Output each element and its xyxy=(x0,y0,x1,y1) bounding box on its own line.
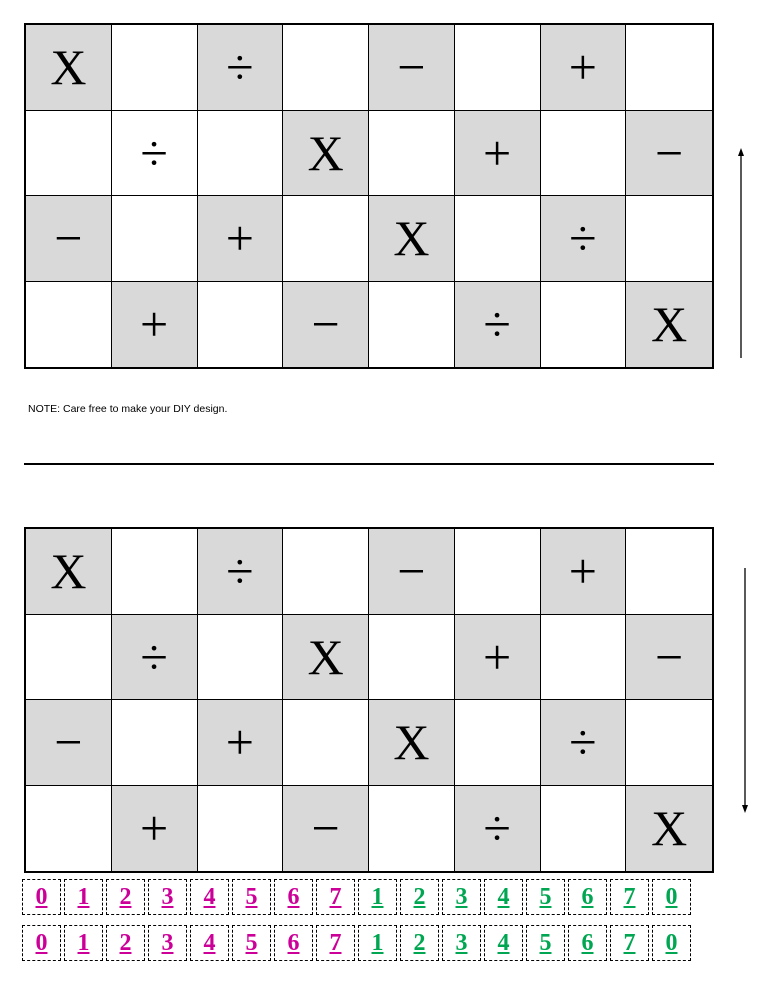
cut-line xyxy=(24,463,714,465)
board-cell xyxy=(198,282,284,368)
board-cell xyxy=(455,700,541,786)
number-tile: 3 xyxy=(148,925,187,961)
board-cell xyxy=(26,111,112,197)
board-cell: X xyxy=(26,529,112,615)
number-tile: 5 xyxy=(232,879,271,915)
board-cell xyxy=(198,111,284,197)
board-cell xyxy=(26,786,112,872)
number-tile: 0 xyxy=(22,879,61,915)
number-tiles-row-1 xyxy=(22,879,691,915)
number-tile: 4 xyxy=(190,925,229,961)
board-cell xyxy=(626,25,712,111)
board-cell xyxy=(541,282,627,368)
board-cell xyxy=(283,25,369,111)
board-cell: + xyxy=(455,615,541,701)
board-cell xyxy=(626,529,712,615)
board-cell xyxy=(541,615,627,701)
number-tile: 3 xyxy=(148,879,187,915)
board-cell: X xyxy=(369,196,455,282)
board-cell: − xyxy=(369,529,455,615)
number-tile: 5 xyxy=(526,879,565,915)
number-tile: 7 xyxy=(610,925,649,961)
board-cell: X xyxy=(626,786,712,872)
board-cell: − xyxy=(26,700,112,786)
number-tile: 5 xyxy=(232,925,271,961)
board-cell: + xyxy=(455,111,541,197)
board-cell xyxy=(112,700,198,786)
board-cell: + xyxy=(198,700,284,786)
board-cell: X xyxy=(369,700,455,786)
number-tile: 2 xyxy=(400,879,439,915)
board-cell xyxy=(369,615,455,701)
board-cell xyxy=(541,786,627,872)
number-tile: 7 xyxy=(610,879,649,915)
board-cell: ÷ xyxy=(112,615,198,701)
board-cell xyxy=(112,529,198,615)
number-tile: 2 xyxy=(106,925,145,961)
number-tile: 0 xyxy=(652,879,691,915)
number-tile: 5 xyxy=(526,925,565,961)
number-tile: 4 xyxy=(484,879,523,915)
number-tile: 0 xyxy=(652,925,691,961)
number-tile: 2 xyxy=(106,879,145,915)
board-cell: − xyxy=(626,615,712,701)
board-cell: − xyxy=(283,786,369,872)
number-tile: 3 xyxy=(442,879,481,915)
number-tile: 0 xyxy=(22,925,61,961)
number-tile: 7 xyxy=(316,925,355,961)
board-cell: + xyxy=(198,196,284,282)
number-tile: 1 xyxy=(358,925,397,961)
board-cell xyxy=(112,25,198,111)
number-tile: 6 xyxy=(274,925,313,961)
board-cell xyxy=(541,111,627,197)
board-cell xyxy=(455,25,541,111)
board-cell xyxy=(283,529,369,615)
board-cell: ÷ xyxy=(198,25,284,111)
number-tile: 1 xyxy=(358,879,397,915)
number-tile: 6 xyxy=(568,925,607,961)
number-tile: 4 xyxy=(484,925,523,961)
number-tile: 4 xyxy=(190,879,229,915)
board-cell xyxy=(369,786,455,872)
number-tiles-row-2 xyxy=(22,925,691,961)
board-cell xyxy=(112,196,198,282)
number-tile: 1 xyxy=(64,925,103,961)
board-cell xyxy=(369,111,455,197)
board-cell: ÷ xyxy=(541,196,627,282)
board-cell xyxy=(283,700,369,786)
board-cell: − xyxy=(626,111,712,197)
board-cell: X xyxy=(26,25,112,111)
board-cell: + xyxy=(112,786,198,872)
board-cell xyxy=(455,196,541,282)
board-cell xyxy=(626,700,712,786)
board-cell: − xyxy=(26,196,112,282)
board-cell: X xyxy=(283,111,369,197)
board-cell: − xyxy=(283,282,369,368)
number-tile: 6 xyxy=(568,879,607,915)
board-cell: + xyxy=(541,25,627,111)
number-tile: 3 xyxy=(442,925,481,961)
board-cell: X xyxy=(626,282,712,368)
note-text: NOTE: Care free to make your DIY design. xyxy=(28,403,228,415)
board-cell xyxy=(26,615,112,701)
board-cell: X xyxy=(283,615,369,701)
board-cell: ÷ xyxy=(112,111,198,197)
board-cell: ÷ xyxy=(541,700,627,786)
number-tile: 1 xyxy=(64,879,103,915)
board-cell: − xyxy=(369,25,455,111)
board-cell: ÷ xyxy=(198,529,284,615)
arrow-down-icon xyxy=(738,566,752,814)
board-cell xyxy=(198,615,284,701)
board-cell xyxy=(26,282,112,368)
board-cell xyxy=(369,282,455,368)
number-tile: 6 xyxy=(274,879,313,915)
game-board-bottom xyxy=(24,527,714,873)
board-cell: + xyxy=(541,529,627,615)
number-tile: 7 xyxy=(316,879,355,915)
board-cell xyxy=(455,529,541,615)
game-board-top xyxy=(24,23,714,369)
arrow-up-icon xyxy=(734,148,748,362)
board-cell: ÷ xyxy=(455,282,541,368)
board-cell: + xyxy=(112,282,198,368)
board-cell xyxy=(283,196,369,282)
number-tile: 2 xyxy=(400,925,439,961)
board-cell xyxy=(198,786,284,872)
board-cell xyxy=(626,196,712,282)
board-cell: ÷ xyxy=(455,786,541,872)
